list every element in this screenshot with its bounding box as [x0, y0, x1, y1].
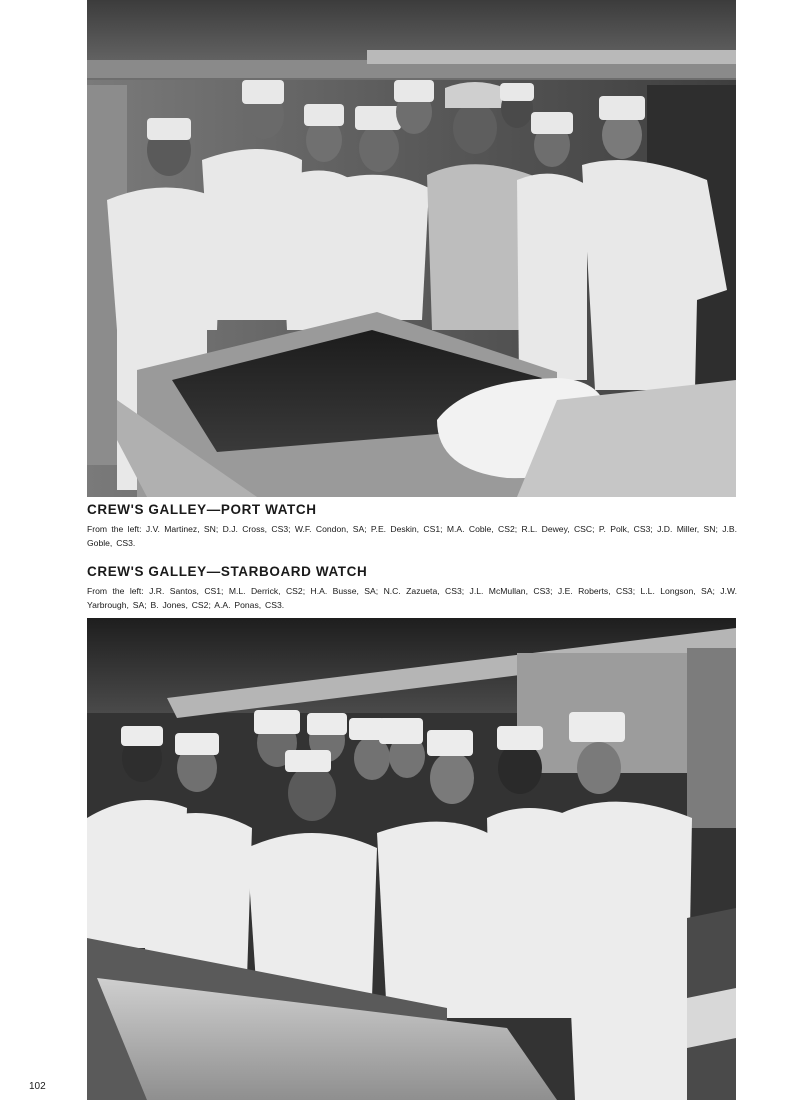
starboard-watch-heading: CREW'S GALLEY—STARBOARD WATCH	[87, 564, 368, 579]
port-watch-caption	[87, 502, 737, 550]
port-watch-photo-illustration	[87, 0, 736, 497]
port-watch-heading: CREW'S GALLEY—PORT WATCH	[87, 502, 317, 517]
page-number: 102	[29, 1081, 46, 1092]
starboard-watch-caption	[87, 564, 737, 612]
starboard-watch-photo	[87, 618, 736, 1100]
starboard-watch-photo-illustration	[87, 618, 736, 1100]
starboard-watch-names: From the left: J.R. Santos, CS1; M.L. Derrick, CS2; H.A. Busse, SA; N.C. Zazueta, CS3; J.L. McMullan, CS3; J.E. Roberts, CS3; L.L. Longson, SA; J.W. Yarbrough, SA; B. Jones, CS2; A.A. Ponas, CS3.	[87, 586, 737, 610]
port-watch-photo	[87, 0, 736, 497]
port-watch-names: From the left: J.V. Martinez, SN; D.J. Cross, CS3; W.F. Condon, SA; P.E. Deskin, CS1; M.A. Coble, CS2; R.L. Dewey, CSC; P. Polk, CS3; J.D. Miller, SN; J.B. Goble, CS3.	[87, 524, 737, 548]
